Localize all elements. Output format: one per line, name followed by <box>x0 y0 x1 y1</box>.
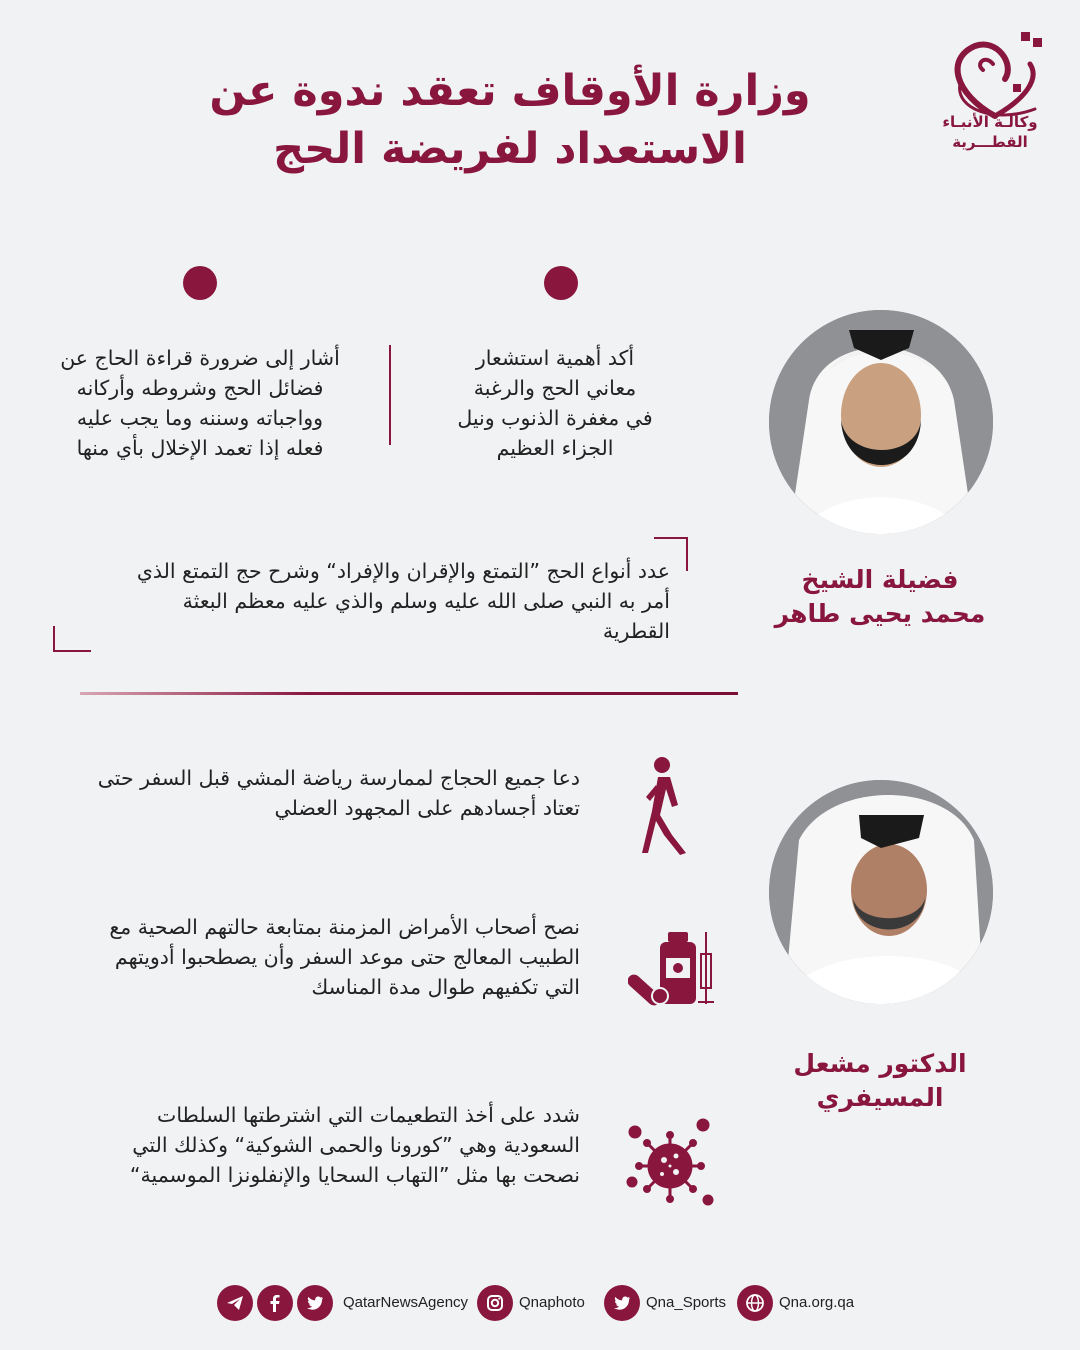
instagram-icon[interactable] <box>477 1285 513 1321</box>
title-line-2: الاستعداد لفريضة الحج <box>273 124 747 174</box>
column-separator <box>389 345 391 445</box>
speaker1-point-3 <box>70 556 670 646</box>
footer-label-qna-sports[interactable]: Qna_Sports <box>646 1294 727 1311</box>
speaker1-point-2 <box>55 343 345 463</box>
footer-social-group-4[interactable] <box>737 1285 854 1321</box>
text-line: أكد أهمية استشعار <box>475 346 635 370</box>
speaker2-point-2 <box>60 912 580 1002</box>
text-line: الجزاء العظيم <box>496 436 614 460</box>
title-line-1: وزارة الأوقاف تعقد ندوة عن <box>209 66 811 116</box>
text-line: وواجباته وسننه وما يجب عليه <box>76 406 324 430</box>
facebook-icon[interactable] <box>257 1285 293 1321</box>
section-divider <box>80 692 738 695</box>
medicine-syringe-icon <box>628 930 714 1006</box>
text-line: في مغفرة الذنوب ونيل <box>457 406 653 430</box>
footer-label-qatarnewsagency[interactable]: QatarNewsAgency <box>343 1294 469 1311</box>
text-line: نصحت بها مثل ”التهاب السحايا والإنفلونزا الموسمية“ <box>129 1163 580 1187</box>
text-line: دعا جميع الحجاج لممارسة رياضة المشي قبل السفر حتى <box>97 766 580 790</box>
twitter-icon[interactable] <box>604 1285 640 1321</box>
footer-label-website[interactable]: Qna.org.qa <box>779 1294 855 1311</box>
speaker1-point-1 <box>430 343 680 463</box>
footer-label-qnaphoto[interactable]: Qnaphoto <box>519 1294 585 1311</box>
footer-social-group-1[interactable] <box>217 1285 468 1321</box>
name-line-2: المسيفري <box>816 1083 944 1112</box>
logo-text <box>930 112 1050 152</box>
footer-social-group-3[interactable] <box>604 1285 726 1321</box>
text-line: الطبيب المعالج حتى موعد السفر وأن يصطحبوا أدويتهم <box>114 945 580 969</box>
speaker2-point-3 <box>60 1100 580 1190</box>
bullet-dot-2 <box>183 266 217 300</box>
person-photo-icon <box>769 780 993 1004</box>
text-line: نصح أصحاب الأمراض المزمنة بمتابعة حالتهم الصحية مع <box>109 915 580 939</box>
logo-line-2: القطـــرية <box>952 133 1028 151</box>
text-line: أشار إلى ضرورة قراءة الحاج عن <box>60 346 340 370</box>
text-line: التي تكفيهم طوال مدة المناسك <box>311 975 580 999</box>
speaker2-name <box>770 1047 990 1115</box>
text-line: فعله إذا تعمد الإخلال بأي منها <box>76 436 324 460</box>
footer-social-group-2[interactable] <box>477 1285 585 1321</box>
speaker2-portrait <box>769 780 993 1004</box>
text-line: القطرية <box>602 619 670 643</box>
text-line: معاني الحج والرغبة <box>473 376 637 400</box>
name-line-1: فضيلة الشيخ <box>801 565 959 594</box>
text-line: أمر به النبي صلى الله عليه وسلم والذي عليه معظم البعثة <box>182 589 670 613</box>
speaker1-portrait <box>769 310 993 534</box>
logo-line-1: وكالـة الأنبـاء <box>942 113 1038 131</box>
globe-icon[interactable] <box>737 1285 773 1321</box>
text-line: السعودية وهي ”كورونا والحمى الشوكية“ وكذلك التي <box>132 1133 580 1157</box>
walking-person-icon <box>638 755 700 855</box>
telegram-icon[interactable] <box>217 1285 253 1321</box>
name-line-1: الدكتور مشعل <box>793 1049 967 1078</box>
speaker1-name <box>760 563 1000 631</box>
person-photo-icon <box>769 310 993 534</box>
text-line: فضائل الحج وشروطه وأركانه <box>76 376 324 400</box>
page-title <box>150 62 870 178</box>
text-line: تعتاد أجسادهم على المجهود العضلي <box>274 796 580 820</box>
bullet-dot-1 <box>544 266 578 300</box>
virus-icon <box>620 1110 720 1210</box>
twitter-icon[interactable] <box>297 1285 333 1321</box>
text-line: عدد أنواع الحج ”التمتع والإقران والإفراد“ وشرح حج التمتع الذي <box>136 559 670 583</box>
text-line: شدد على أخذ التطعيمات التي اشترطتها السلطات <box>157 1103 580 1127</box>
speaker2-point-1 <box>60 763 580 823</box>
name-line-2: محمد يحيى طاهر <box>774 599 986 628</box>
